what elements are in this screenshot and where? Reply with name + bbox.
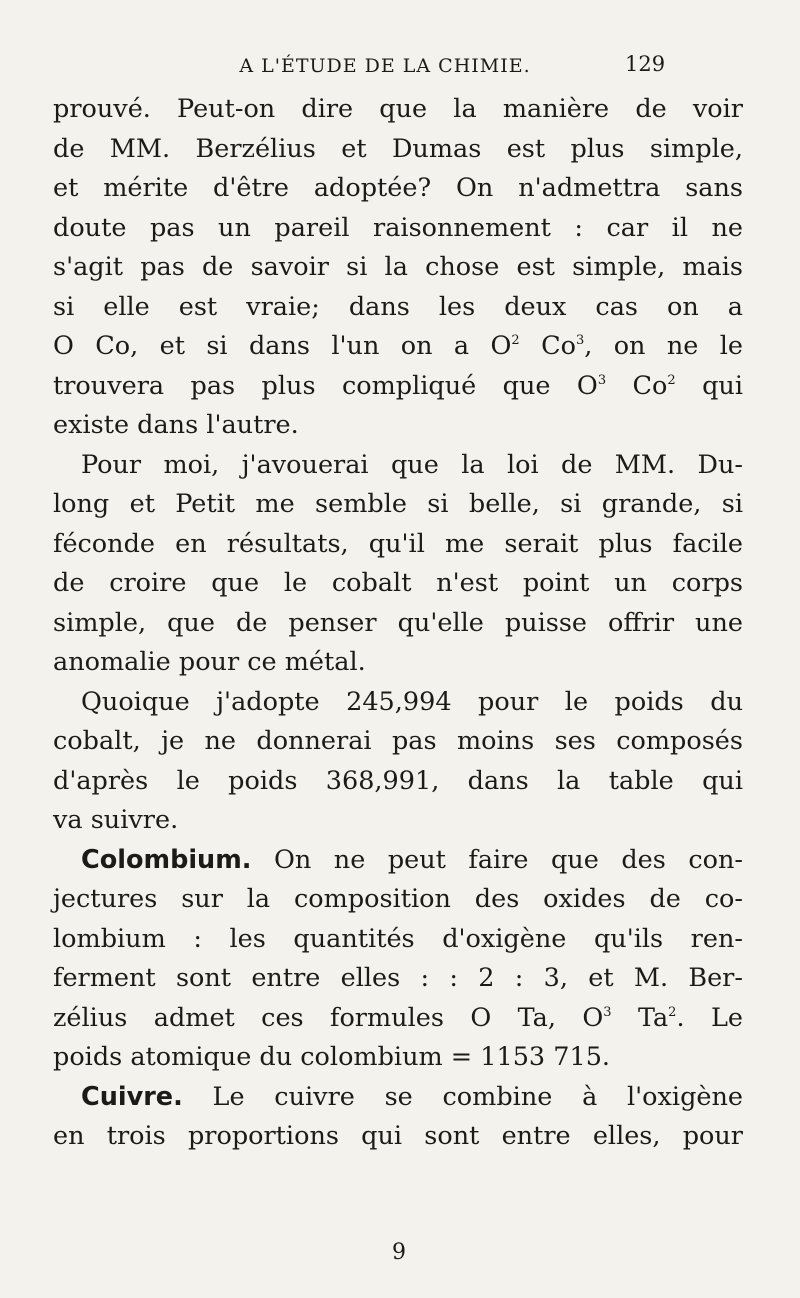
text-fragment: O Co, et si dans l'un on a O (53, 331, 512, 361)
text-line: féconde en résultats, qu'il me serait plus facile (53, 528, 743, 559)
text-line: de MM. Berzélius et Dumas est plus simple, (53, 133, 743, 164)
text-line: simple, que de penser qu'elle puisse offrir une (53, 607, 743, 638)
text-fragment: Co (519, 331, 576, 361)
text-line: Pour moi, j'avouerai que la loi de MM. Du- (81, 449, 743, 480)
text-fragment: . Le (676, 1002, 743, 1033)
text-line: si elle est vraie; dans les deux cas on a (53, 291, 743, 322)
text-line: prouvé. Peut-on dire que la manière de voir (53, 94, 743, 124)
text-line: jectures sur la composition des oxides de co- (53, 884, 743, 914)
text-fragment: On ne peut faire que des con- (251, 844, 743, 875)
text-fragment: trouvera pas plus compliqué que O (53, 370, 598, 401)
text-line: existe dans l'autre. (53, 410, 299, 440)
text-line: Quoique j'adopte 245,994 pour le poids du (81, 686, 743, 717)
text-line-with-heading (53, 1078, 743, 1118)
text-line-with-heading (53, 841, 743, 881)
text-line: ferment sont entre elles : : 2 : 3, et M. Ber- (53, 963, 743, 993)
superscript: 3 (603, 1004, 612, 1020)
text-line-formula (53, 327, 743, 367)
text-line: et mérite d'être adoptée? On n'admettra sans (53, 173, 743, 203)
text-line: doute pas un pareil raisonnement : car il ne (53, 212, 743, 243)
signature-mark: 9 (392, 1240, 406, 1265)
text-fragment: Co (606, 370, 668, 401)
page-number: 129 (625, 52, 666, 76)
superscript: 2 (667, 372, 676, 388)
text-line: anomalie pour ce métal. (53, 647, 366, 677)
superscript: 2 (511, 333, 520, 348)
text-line-formula (53, 367, 743, 407)
text-line: poids atomique du colombium = 1153 715. (53, 1042, 611, 1072)
section-heading-colombium: Colombium. (81, 844, 252, 875)
text-line: de croire que le cobalt n'est point un corps (53, 568, 743, 598)
superscript: 3 (597, 372, 607, 388)
text-line: long et Petit me semble si belle, si grande, si (53, 489, 743, 519)
text-fragment: , on ne le (584, 331, 743, 361)
text-fragment: qui (675, 370, 743, 401)
text-fragment: zélius admet ces formules O Ta, O (53, 1002, 604, 1033)
text-line: lombium : les quantités d'oxigène qu'ils ren- (53, 923, 743, 954)
text-line: cobalt, je ne donnerai pas moins ses composés (53, 726, 743, 756)
superscript: 3 (575, 333, 585, 348)
superscript: 2 (668, 1004, 677, 1020)
section-heading-cuivre: Cuivre. (81, 1081, 183, 1112)
text-line: d'après le poids 368,991, dans la table qui (53, 765, 743, 796)
text-line-formula (53, 999, 743, 1039)
running-head: A L'ÉTUDE DE LA CHIMIE. (239, 55, 531, 77)
text-line: s'agit pas de savoir si la chose est simple, mais (53, 252, 743, 282)
text-fragment: Ta (611, 1002, 669, 1033)
text-line: va suivre. (53, 805, 179, 835)
text-fragment: Le cuivre se combine à l'oxigène (182, 1081, 743, 1112)
text-line: en trois proportions qui sont entre elles, pour (53, 1121, 743, 1151)
body-text (53, 90, 743, 1157)
